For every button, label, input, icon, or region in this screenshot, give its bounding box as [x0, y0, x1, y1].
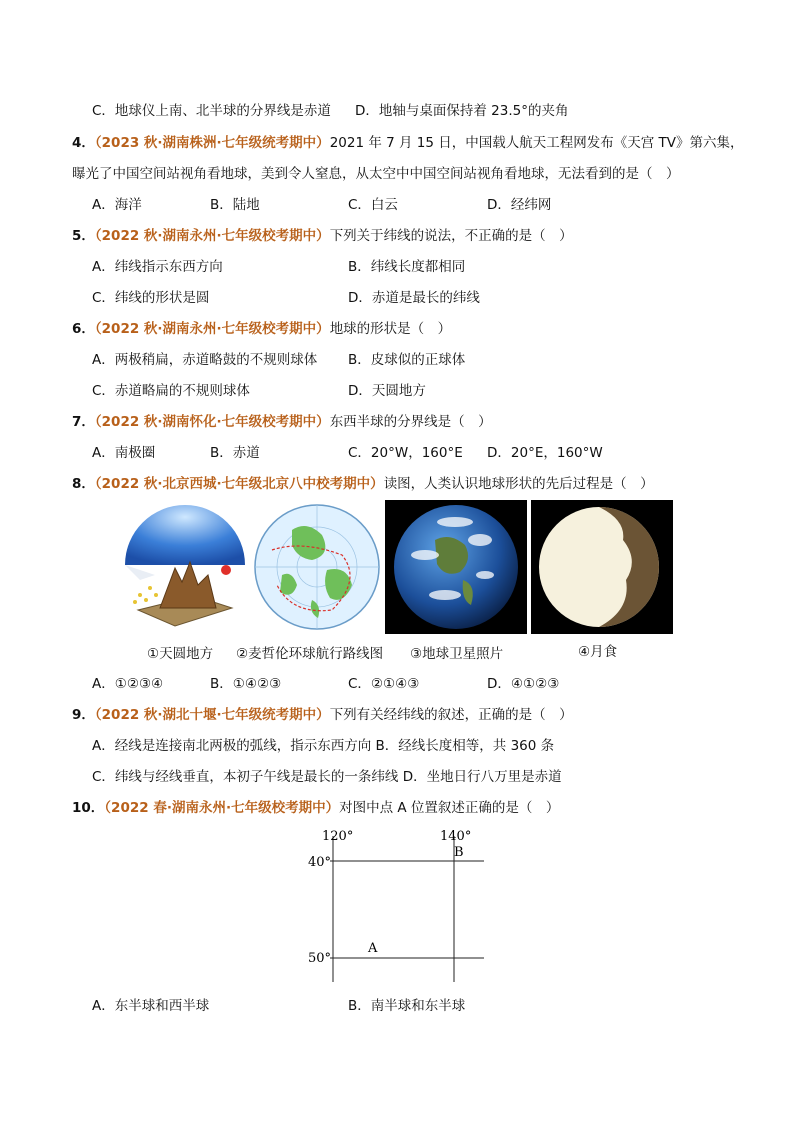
question-number: 9．	[72, 707, 95, 723]
q8-option-a[interactable]: A．①②③④	[92, 676, 164, 692]
q4-option-b[interactable]: B．陆地	[210, 197, 260, 213]
q10-option-b[interactable]: B．南半球和东半球	[348, 998, 466, 1014]
q5-option-c[interactable]: C．纬线的形状是圆	[92, 290, 210, 306]
question-stem: 东西半球的分界线是（ ）	[329, 414, 492, 430]
q5-option-d[interactable]: D．赤道是最长的纬线	[348, 290, 480, 306]
q4-stem-line2: 曝光了中国空间站视角看地球，美到令人窒息，从太空中中国空间站视角看地球，无法看到的是（ ）	[72, 166, 680, 182]
point-a-label: A	[368, 941, 378, 956]
question-stem: 下列关于纬线的说法，不正确的是（ ）	[329, 228, 573, 244]
q5-stem	[72, 226, 573, 246]
q10-option-a[interactable]: A．东半球和西半球	[92, 998, 210, 1014]
question-number: 7．	[72, 414, 95, 430]
question-stem: 下列有关经纬线的叙述，正确的是（ ）	[329, 707, 573, 723]
q6-stem	[72, 319, 451, 339]
figure-caption-1: ①天圆地方	[147, 646, 214, 662]
figure-magellan-route-map	[252, 500, 382, 635]
q3-option-d: D．地轴与桌面保持着 23.5°的夹角	[355, 103, 569, 119]
q4-stem-line1	[72, 133, 744, 153]
figure-caption-2: ②麦哲伦环球航行路线图	[236, 646, 384, 662]
q7-option-b[interactable]: B．赤道	[210, 445, 260, 461]
latlon-grid-diagram	[300, 824, 500, 988]
q4-option-c[interactable]: C．白云	[348, 197, 398, 213]
figure-earth-satellite-photo	[385, 500, 527, 634]
q6-option-d[interactable]: D．天圆地方	[348, 383, 426, 399]
q7-option-c[interactable]: C．20°W，160°E	[348, 445, 463, 461]
figure-lunar-eclipse	[531, 500, 673, 634]
question-number: 5．	[72, 228, 95, 244]
lat-label-50: 50°	[308, 951, 332, 966]
q9-stem	[72, 705, 573, 725]
q8-option-b[interactable]: B．①④②③	[210, 676, 282, 692]
question-source: （2022 春·湖南永州·七年级校考期中）	[104, 800, 340, 816]
question-stem: 地球的形状是（ ）	[329, 321, 452, 337]
question-stem: 2021 年 7 月 15 日，中国载人航天工程网发布《天宫 TV》第六集，	[329, 135, 744, 151]
q3-option-c: C．地球仪上南、北半球的分界线是赤道	[92, 103, 331, 119]
question-number: 6．	[72, 321, 95, 337]
figure-caption-3: ③地球卫星照片	[410, 646, 504, 662]
q7-option-a[interactable]: A．南极圈	[92, 445, 156, 461]
q4-option-a[interactable]: A．海洋	[92, 197, 142, 213]
figure-caption-4: ④月食	[578, 644, 618, 660]
question-stem: 读图，人类认识地球形状的先后过程是（ ）	[383, 476, 654, 492]
question-number: 4．	[72, 135, 95, 151]
q9-options-ab[interactable]: A．经线是连接南北两极的弧线，指示东西方向 B．经线长度相等，共 360 条	[92, 738, 555, 754]
q6-option-a[interactable]: A．两极稍扁，赤道略鼓的不规则球体	[92, 352, 318, 368]
q7-option-d[interactable]: D．20°E，160°W	[487, 445, 603, 461]
lon-label-120: 120°	[322, 829, 354, 844]
q10-stem	[72, 798, 559, 818]
point-b-label: B	[454, 845, 464, 860]
question-source: （2022 秋·湖南怀化·七年级校考期中）	[94, 414, 330, 430]
q8-option-d[interactable]: D．④①②③	[487, 676, 560, 692]
q8-option-c[interactable]: C．②①④③	[348, 676, 420, 692]
q8-stem	[72, 474, 654, 494]
q4-option-d[interactable]: D．经纬网	[487, 197, 552, 213]
lon-label-140: 140°	[440, 829, 472, 844]
question-source: （2022 秋·北京西城·七年级北京八中校考期中）	[94, 476, 384, 492]
question-source: （2022 秋·湖南永州·七年级校考期中）	[94, 321, 330, 337]
question-number: 10．	[72, 800, 105, 816]
q6-option-c[interactable]: C．赤道略扁的不规则球体	[92, 383, 250, 399]
question-stem: 对图中点 A 位置叙述正确的是（ ）	[339, 800, 560, 816]
question-number: 8．	[72, 476, 95, 492]
q7-stem	[72, 412, 492, 432]
q9-options-cd[interactable]: C．纬线与经线垂直，本初子午线是最长的一条纬线 D．坐地日行八万里是赤道	[92, 769, 562, 785]
question-source: （2022 秋·湖南永州·七年级校考期中）	[94, 228, 330, 244]
q5-option-a[interactable]: A．纬线指示东西方向	[92, 259, 223, 275]
lat-label-40: 40°	[308, 855, 332, 870]
question-source: （2022 秋·湖北十堰·七年级统考期中）	[94, 707, 330, 723]
q6-option-b[interactable]: B．皮球似的正球体	[348, 352, 466, 368]
q5-option-b[interactable]: B．纬线长度都相同	[348, 259, 466, 275]
question-source: （2023 秋·湖南株洲·七年级统考期中）	[94, 135, 330, 151]
figure-sky-round-earth-square	[120, 500, 250, 635]
